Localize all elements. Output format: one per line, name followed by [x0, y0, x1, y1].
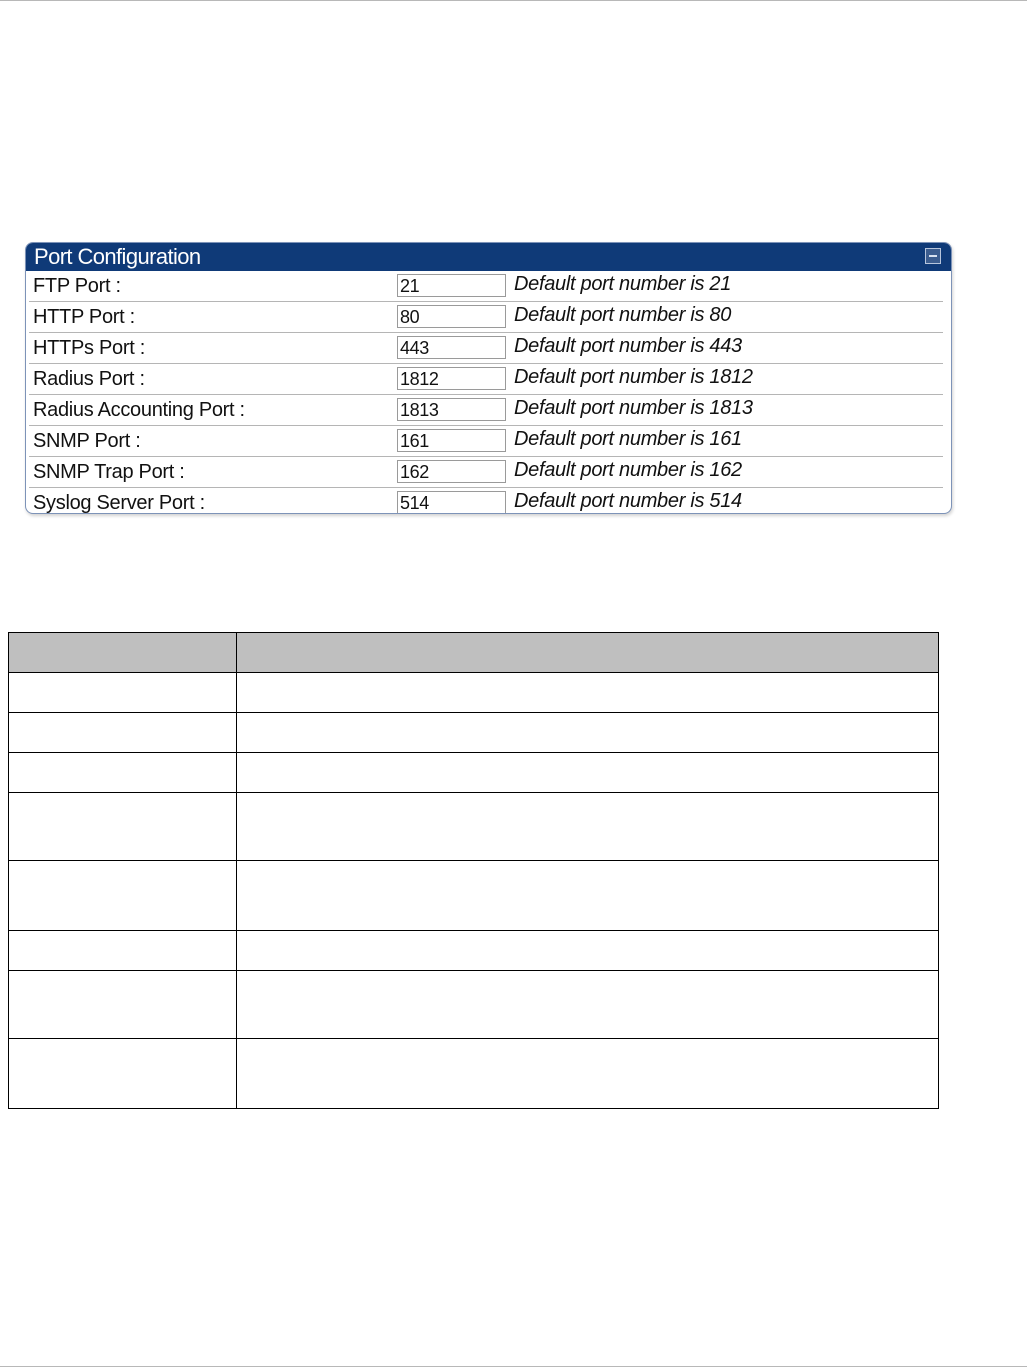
ftp-port-label: FTP Port :: [33, 275, 121, 297]
table-cell: [9, 673, 237, 713]
table-cell: [237, 753, 939, 793]
table-cell: [237, 1039, 939, 1109]
port-configuration-panel: [25, 242, 952, 514]
radius-port-hint: Default port number is 1812: [514, 366, 753, 388]
syslog-server-port-hint: Default port number is 514: [514, 490, 742, 512]
table-header-row: [9, 633, 939, 673]
ftp-port-input[interactable]: [397, 274, 506, 297]
https-port-input[interactable]: [397, 336, 506, 359]
table-row: [9, 1039, 939, 1109]
snmp-trap-port-input[interactable]: [397, 460, 506, 483]
port-rows: [26, 271, 951, 514]
table-row: [9, 971, 939, 1039]
page-top-rule: [0, 0, 1027, 1]
row-https-port: [29, 333, 943, 364]
radius-accounting-port-label: Radius Accounting Port :: [33, 399, 245, 421]
table-cell: [237, 673, 939, 713]
table-row: [9, 861, 939, 931]
table-cell: [9, 793, 237, 861]
row-radius-accounting-port: [29, 395, 943, 426]
table-cell: [237, 971, 939, 1039]
radius-accounting-port-hint: Default port number is 1813: [514, 397, 753, 419]
snmp-port-hint: Default port number is 161: [514, 428, 742, 450]
parameter-table: [8, 632, 939, 1109]
row-snmp-trap-port: [29, 457, 943, 488]
radius-accounting-port-input[interactable]: [397, 398, 506, 421]
row-http-port: [29, 302, 943, 333]
radius-port-input[interactable]: [397, 367, 506, 390]
table-row: [9, 793, 939, 861]
syslog-server-port-input[interactable]: [397, 491, 506, 514]
radius-port-label: Radius Port :: [33, 368, 145, 390]
snmp-trap-port-hint: Default port number is 162: [514, 459, 742, 481]
table-cell: [237, 931, 939, 971]
table-row: [9, 713, 939, 753]
row-ftp-port: [29, 271, 943, 302]
table-cell: [237, 861, 939, 931]
table-cell: [9, 713, 237, 753]
table-cell: [9, 1039, 237, 1109]
syslog-server-port-label: Syslog Server Port :: [33, 492, 205, 514]
table-cell: [9, 971, 237, 1039]
table-row: [9, 931, 939, 971]
table-row: [9, 753, 939, 793]
panel-header: [26, 243, 951, 271]
row-syslog-server-port: [29, 488, 943, 514]
http-port-input[interactable]: [397, 305, 506, 328]
https-port-label: HTTPs Port :: [33, 337, 145, 359]
panel-title: Port Configuration: [34, 244, 201, 269]
row-radius-port: [29, 364, 943, 395]
table-cell: [9, 753, 237, 793]
table-row: [9, 673, 939, 713]
snmp-trap-port-label: SNMP Trap Port :: [33, 461, 185, 483]
table-cell: [9, 861, 237, 931]
snmp-port-input[interactable]: [397, 429, 506, 452]
ftp-port-hint: Default port number is 21: [514, 273, 732, 295]
table-cell: [237, 793, 939, 861]
table-header-cell: [9, 633, 237, 673]
minus-glyph: [929, 255, 937, 257]
https-port-hint: Default port number is 443: [514, 335, 742, 357]
table-header-cell: [237, 633, 939, 673]
table-cell: [9, 931, 237, 971]
row-snmp-port: [29, 426, 943, 457]
http-port-label: HTTP Port :: [33, 306, 135, 328]
snmp-port-label: SNMP Port :: [33, 430, 141, 452]
http-port-hint: Default port number is 80: [514, 304, 732, 326]
collapse-icon[interactable]: [925, 248, 941, 264]
table-cell: [237, 713, 939, 753]
page-bottom-rule: [0, 1366, 1027, 1367]
